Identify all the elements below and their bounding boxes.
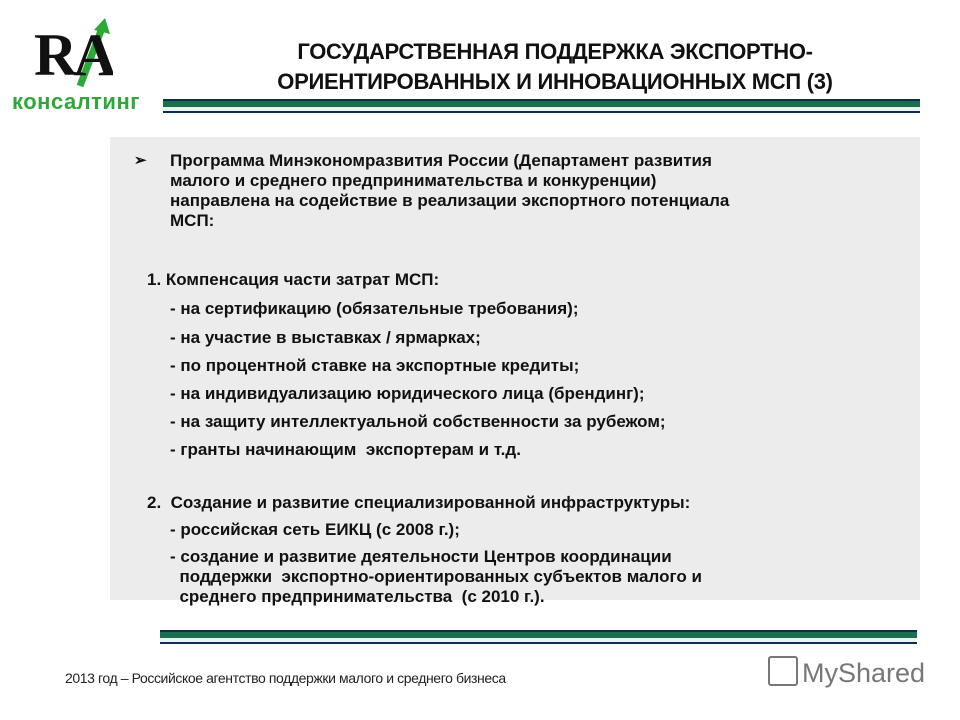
list-item: поддержки экспортно-ориентированных субъектов малого и — [170, 567, 702, 586]
list-item: - гранты начинающим экспортерам и т.д. — [170, 440, 521, 459]
presentation-icon — [768, 656, 798, 686]
company-logo — [12, 18, 160, 118]
list-item: - на индивидуализацию юридического лица (брендинг); — [170, 384, 645, 403]
top-divider — [163, 99, 920, 113]
section-heading: 1. Компенсация части затрат МСП: — [147, 270, 440, 289]
list-item: - создание и развитие деятельности Центров координации — [170, 547, 672, 566]
list-item: - на участие в выставках / ярмарках; — [170, 328, 481, 347]
title-line: ОРИЕНТИРОВАННЫХ И ИННОВАЦИОННЫХ МСП (3) — [277, 69, 833, 94]
list-item: среднего предпринимательства (с 2010 г.). — [170, 587, 545, 606]
logo-caption: консалтинг — [12, 89, 140, 114]
page-title — [175, 37, 935, 97]
intro-line: МСП: — [170, 211, 215, 230]
intro-line: малого и среднего предпринимательства и конкуренции) — [170, 171, 657, 190]
intro-line: направлена на содействие в реализации экспортного потенциала — [170, 191, 730, 210]
footer-text: 2013 год – Российское агентство поддержки малого и среднего бизнеса — [65, 670, 506, 686]
list-item: - по процентной ставке на экспортные кредиты; — [170, 356, 580, 375]
bottom-divider — [160, 630, 917, 644]
list-item: - на защиту интеллектуальной собственности за рубежом; — [170, 412, 666, 431]
watermark-text: MyShared — [802, 658, 926, 688]
section-heading: 2. Создание и развитие специализированной инфраструктуры: — [147, 493, 691, 512]
list-item: - на сертификацию (обязательные требования); — [170, 299, 579, 318]
title-line: ГОСУДАРСТВЕННАЯ ПОДДЕРЖКА ЭКСПОРТНО- — [297, 39, 813, 64]
bullet-arrow-icon: ➢ — [134, 152, 147, 169]
intro-line: Программа Минэкономразвития России (Департамент развития — [170, 151, 712, 170]
watermark — [768, 656, 925, 689]
logo-letters: RA — [34, 24, 113, 86]
list-item: - российская сеть ЕИКЦ (с 2008 г.); — [170, 520, 460, 539]
